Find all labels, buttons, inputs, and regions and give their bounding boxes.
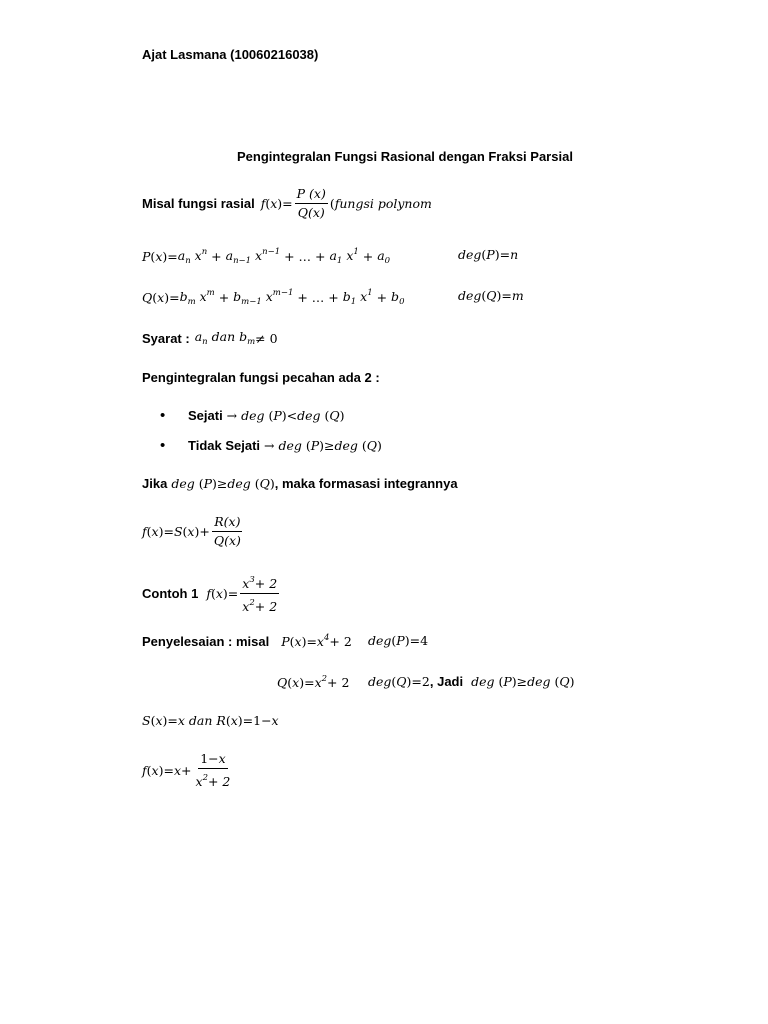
syarat-line: Syarat : $a_n$ dan $b_m$ ≠ 0 bbox=[142, 329, 278, 347]
f-of-x: f bbox=[260, 196, 266, 211]
rational-function-definition: Misal fungsi rasial f ( x )= $\frac{P (x)}{Q(x)}$ ( fungsi polynom bbox=[142, 186, 432, 220]
author-line: Ajat Lasmana (10060216038) bbox=[142, 47, 319, 62]
deg-q-m: deg ( Q )= m bbox=[458, 288, 524, 303]
misal-note: fungsi polynom bbox=[334, 196, 432, 211]
contoh-1: Contoh 1 f ( x )= $\frac{x^3+ 2}{x^2+ 2}$ bbox=[142, 572, 281, 615]
document-title: Pengintegralan Fungsi Rasional dengan Fraksi Parsial bbox=[237, 149, 573, 164]
s-and-r: S ( x )= x dan R ( x )=1− x bbox=[142, 713, 279, 728]
p-polynomial: P ( x )= $a_n$ $x^n$ + $a_{n-1}$ $x^{n-1}$ + … + $a_1$ $x^1$ + $a_0$ bbox=[142, 247, 391, 266]
integral-types-list bbox=[160, 400, 382, 460]
penyelesaian-line: Penyelesaian : misal P ( x )= $x^4$ + 2 bbox=[142, 633, 352, 649]
p-over-q-fraction: $\frac{P (x)}{Q(x)}$ bbox=[296, 186, 326, 220]
syarat-label: Syarat : bbox=[142, 330, 190, 346]
final-result: f ( x )= x + $\frac{1-x}{x^2+ 2}$ bbox=[142, 751, 231, 789]
pengintegralan-heading: Pengintegralan fungsi pecahan ada 2 : bbox=[142, 370, 380, 385]
formasi-integran: f ( x )= S ( x )+ $\frac{R(x)}{Q(x)}$ bbox=[142, 514, 241, 548]
deg-p-n: deg ( P )= n bbox=[458, 247, 519, 262]
list-item: • Tidak Sejati → deg ( P )≥ deg ( Q ) bbox=[160, 430, 382, 460]
list-item: • Sejati → deg ( P )< deg ( Q ) bbox=[160, 400, 382, 430]
q-polynomial: Q ( x )= $b_m$ $x^m$ + $b_{m-1}$ $x^{m-1}$ + … + $b_1$ $x^1$ + $b_0$ bbox=[142, 288, 405, 307]
misal-label: Misal fungsi rasial bbox=[142, 196, 255, 211]
q-example: Q ( x )= $x^2$ + 2 bbox=[277, 674, 350, 690]
deg-p-4: deg ( P )=4 bbox=[368, 633, 429, 648]
deg-q-jadi: deg ( Q )=2 , Jadi deg ( P )≥ deg ( Q ) bbox=[368, 674, 575, 689]
jika-line: Jika deg ( P )≥ deg ( Q ) , maka formasasi integrannya bbox=[142, 476, 458, 491]
